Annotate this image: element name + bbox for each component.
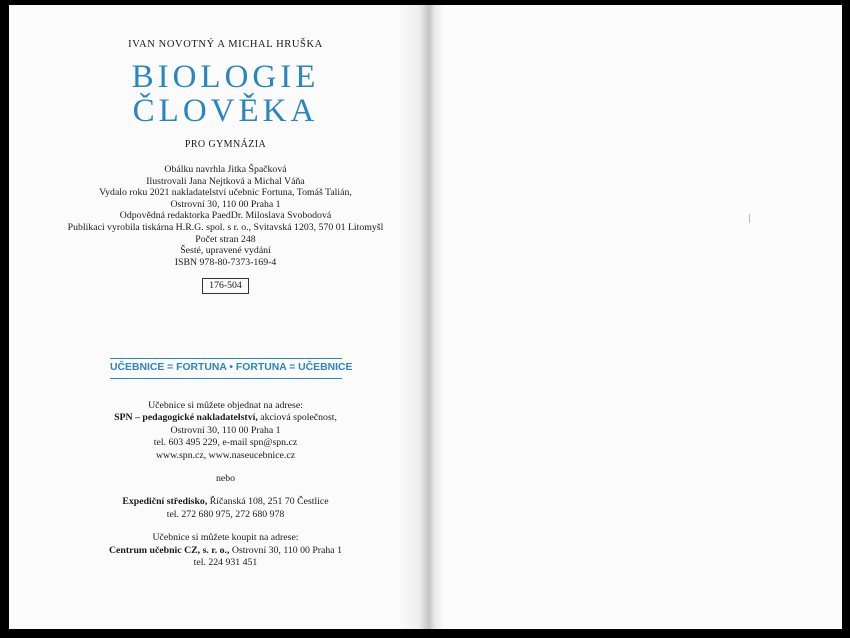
centrum-line (0, 545, 451, 557)
authors-line: IVAN NOVOTNÝ A MICHAL HRUŠKA (128, 39, 323, 50)
imprint-block (0, 164, 451, 268)
book-subtitle: PRO GYMNÁZIA (184, 139, 267, 150)
spn-web: www.spn.cz, www.naseucebnice.cz (155, 449, 296, 461)
buy-intro: Učebnice si můžete koupit na adrese: (152, 532, 299, 544)
expedition-rest: Říčanská 108, 251 70 Čestlice (207, 496, 329, 508)
spn-name: SPN – pedagogické nakladatelství, (114, 412, 258, 424)
imprint-line: Ostrovní 30, 110 00 Praha 1 (170, 198, 281, 210)
spacer (0, 521, 451, 532)
expedition-tel: tel. 272 680 975, 272 680 978 (166, 508, 285, 520)
spn-contact: tel. 603 495 229, e-mail spn@spn.cz (153, 437, 298, 449)
imprint-line: Odpovědná redaktorka PaedDr. Miloslava Svobodová (119, 210, 332, 222)
centrum-tel: tel. 224 931 451 (193, 557, 258, 569)
centrum-name: Centrum učebnic CZ, s. r. o., (108, 544, 230, 556)
spacer (0, 485, 451, 496)
imprint-line: Publikaci vyrobila tiskárna H.R.G. spol. s r. o., Svitavská 1203, 570 01 Litomyšl (67, 221, 384, 233)
centrum-rest: Ostrovní 30, 110 00 Praha 1 (229, 544, 343, 556)
imprint-line: Vydalo roku 2021 nakladatelství učebnic Fortuna, Tomáš Talián, (99, 187, 352, 199)
spn-address: Ostrovní 30, 110 00 Praha 1 (170, 424, 281, 436)
book-title-line-1: BIOLOGIE (131, 59, 320, 95)
slogan-top-rule (110, 358, 342, 359)
spacer (0, 462, 451, 473)
right-page-blank (430, 5, 842, 629)
or-separator: nebo (215, 473, 236, 485)
expedition-line (0, 496, 451, 508)
publisher-slogan: UČEBNICE = FORTUNA • FORTUNA = UČEBNICE (110, 362, 353, 373)
imprint-line: Ilustrovali Jana Nejtková a Michal Váňa (146, 175, 305, 187)
imprint-line: Obálku navrhla Jitka Špačková (164, 164, 287, 175)
expedition-name: Expediční středisko, (122, 496, 208, 508)
book-title-line-2: ČLOVĚKA (132, 93, 319, 129)
slogan-bottom-rule (110, 378, 342, 379)
spn-rest: akciová společnost, (257, 412, 337, 424)
spn-line (0, 412, 451, 424)
margin-mark (749, 214, 750, 223)
catalog-code-box: 176-504 (202, 278, 249, 294)
imprint-line: Šesté, upravené vydání (180, 245, 271, 257)
imprint-line: ISBN 978-80-7373-169-4 (174, 256, 277, 268)
imprint-line: Počet stran 248 (195, 233, 256, 245)
order-intro: Učebnice si můžete objednat na adrese: (148, 400, 303, 411)
order-contacts-block (0, 400, 451, 569)
